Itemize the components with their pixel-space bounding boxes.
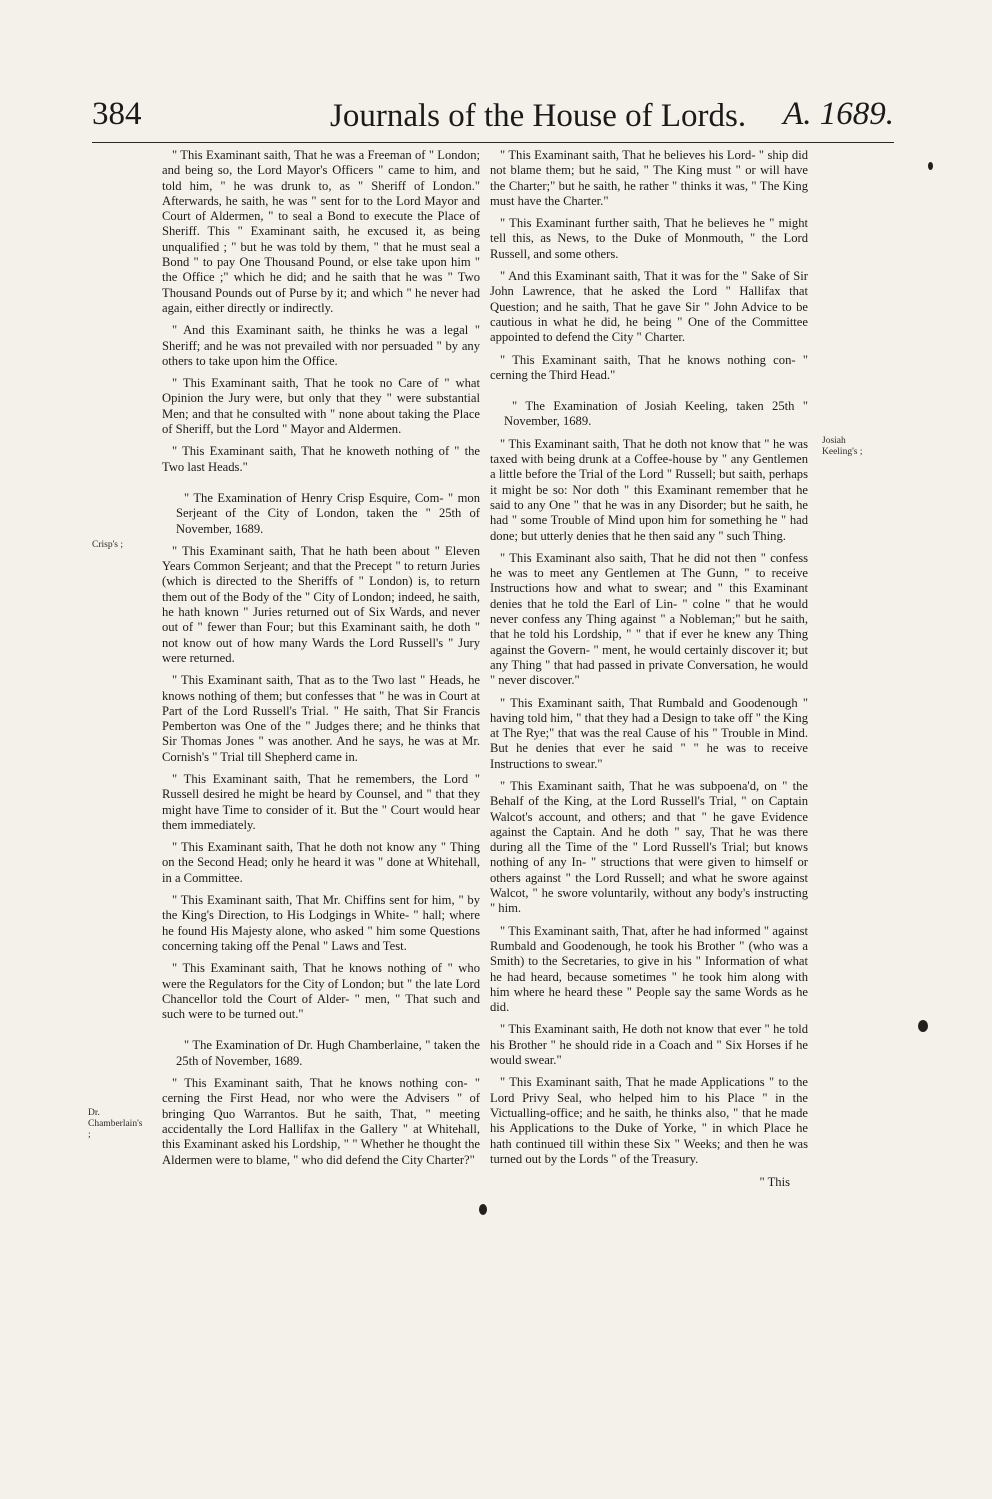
- paragraph: " This Examinant saith, That Rumbald and Goodenough " having told him, " that they had a Design to take off " the King at The Rye;" that was the real Cause of his " Trouble in Mind. But he denies that ever he said " " he was to receive Instructions to swear.": [490, 695, 808, 771]
- margin-note-chamberlain: Dr. Chamberlain's ;: [88, 1108, 143, 1140]
- right-column: [490, 148, 808, 1197]
- paragraph: " This Examinant saith, That he doth not know any " Thing on the Second Head; only he heard it was " done at Whitehall, in a Committee.: [162, 840, 480, 885]
- margin-note-keeling: Josiah Keeling's ;: [822, 436, 863, 457]
- paragraph: " This Examinant saith, That he made Applications " to the Lord Privy Seal, who helped him to his Place " in the Victualling-office; and he saith, he thinks also, " that he made his Applications to the Duke of Yorke, " in which Place he hath continued till within these Six " Weeks; and then he was turned out by the Lords " of the Treasury.: [490, 1075, 808, 1166]
- paragraph: " This Examinant saith, That as to the Two last " Heads, he knows nothing of them; but confesses that " he was in Court at Part of the Lord Russell's Trial. " He saith, That Sir Francis Pemberton was One of the " Judges there; and he thinks that Sir Thomas Jones " was another. And he says, he was at Mr. Cornish's " Trial till Shepherd came in.: [162, 673, 480, 764]
- paragraph: " This Examinant saith, That, after he had informed " against Rumbald and Goodenough, he took his Brother " (who was a Smith) to the Secretaries, to give in his " Information of what he had heard, because sometimes " he took him along with him where he heard these " People say the same Words as he did.: [490, 923, 808, 1015]
- paragraph: " And this Examinant saith, he thinks he was a legal " Sheriff; and he was not prevailed with nor persuaded " by any others to take upon him the Office.: [162, 323, 480, 368]
- paragraph: " This Examinant saith, That he believes his Lord- " ship did not blame them; but he said, " The King must " or will have the Charter;" but he saith, he rather " thinks it was, " The King must have the Charter.": [490, 148, 808, 208]
- running-year: A. 1689.: [783, 96, 894, 132]
- paragraph: " And this Examinant saith, That it was for the " Sake of Sir John Lawrence, that he asked the Lord " Hallifax that Question; and he saith, That he gave Sir " John Advice to be cautious in what he did, he being " One of the Committee appointed to defend the City " Charter.: [490, 269, 808, 345]
- paragraph: " This Examinant saith, That he remembers, the Lord " Russell desired he might be heard by Counsel, and " that they might have Time to consider of it. But the " Court would hear them immediately.: [162, 771, 480, 832]
- examination-heading: " The Examination of Henry Crisp Esquire, Com- " mon Serjeant of the City of London, taken the " 25th of November, 1689.: [176, 490, 480, 536]
- running-title: Journals of the House of Lords.: [330, 98, 747, 134]
- paragraph: " This Examinant saith, That he hath been about " Eleven Years Common Serjeant; and that the Precept " to return Juries (which is directed to the Sheriffs of " London) is, to return them out of the Body of the " City of London; indeed, he saith, he hath known " Juries returned out of Six Wards, and never out of " fewer than Four; but this Examinant saith, he doth " not know out of how many Wards the Lord Russell's " Jury were returned.: [162, 543, 480, 665]
- header-rule: [92, 142, 894, 143]
- ink-stain: [479, 1204, 487, 1215]
- margin-note-crisp: Crisp's ;: [92, 540, 124, 550]
- catchword: " This: [759, 1175, 790, 1190]
- paragraph: " This Examinant saith, That he doth not know that " he was taxed with being drunk at a Coffee-house by " any Gentlemen a little before the Trial of the Lord " Russell; but saith, perhaps it might be so: Nor doth " this Examinant remember that he said to any One " that he was in any Disorder; but he saith, he had " some Trouble of Mind upon him for something he " had done; but utterly denies that he then said any " such Thing.: [490, 436, 808, 543]
- paragraph: " This Examinant saith, That Mr. Chiffins sent for him, " by the King's Direction, to His Lodgings in White- " hall; where he found His Majesty alone, who asked " him some Questions concerning taking off the Penal " Laws and Test.: [162, 893, 480, 953]
- left-column: [162, 148, 480, 1175]
- paragraph: " This Examinant saith, That he knows nothing of " who were the Regulators for the City of London; but " the late Lord Chancellor told the Court of Alder- " men, " That such and such were to be turned out.": [162, 961, 480, 1022]
- examination-heading: " The Examination of Josiah Keeling, taken 25th " November, 1689.: [504, 399, 808, 429]
- examination-heading: " The Examination of Dr. Hugh Chamberlaine, " taken the 25th of November, 1689.: [176, 1038, 480, 1068]
- paragraph: " This Examinant saith, He doth not know that ever " he told his Brother " he should ride in a Coach and " Six Horses if he would swear.": [490, 1022, 808, 1068]
- paragraph: " This Examinant saith, That he was subpoena'd, on " the Behalf of the King, at the Lord Russell's Trial, " on Captain Walcot's account, and others; and that " he gave Evidence against the Captain. And he doth " say, That he was there during all the Time of the " Lord Russell's Trial; but knows nothing of any In- " structions that were given to himself or others against " the Lord Russell; and what he swore against Walcot, " he swore voluntarily, without any body's instructing " him.: [490, 778, 808, 916]
- paragraph: " This Examinant saith, That he knows nothing con- " cerning the Third Head.": [490, 352, 808, 382]
- ink-stain: [928, 162, 933, 170]
- paragraph: " This Examinant saith, That he took no Care of " what Opinion the Jury were, but only that they " were substantial Men; and that he consulted with " none about taking the Place of Sheriff, but the Lord " Mayor and Aldermen.: [162, 376, 480, 437]
- paragraph: " This Examinant also saith, That he did not then " confess he was to meet any Gentlemen at The Gunn, " to receive Instructions how and what to swear; and " this Examinant denies that he told the Earl of Lin- " colne " that he would never confess any Thing against " a Nobleman;" but he saith, that he told his Lordship, " " that if ever he knew any Thing against the Govern- " ment, he would certainly discover it; but any Thing " that had passed in private Conversation, he would " never discover.": [490, 550, 808, 688]
- ink-stain: [918, 1020, 928, 1032]
- paragraph: " This Examinant saith, That he knoweth nothing of " the Two last Heads.": [162, 444, 480, 474]
- paragraph: " This Examinant saith, That he was a Freeman of " London; and being so, the Lord Mayor's Officers " came to him, and told him, " he was drunk to, as " Sheriff of London." Afterwards, he saith, he was " sent for to the Lord Mayor and Court of Aldermen, " to seal a Bond to execute the Place of Sheriff. This " Examinant saith, he excused it, as being unqualified ; " but he was told by them, " that he must seal a Bond " to pay One Thousand Pound, or else take upon him " the Office ;" which he did; and he saith that he was " Two Thousand Pounds out of Purse by it; and which " he never had again, either directly or indirectly.: [162, 148, 480, 315]
- paragraph: " This Examinant saith, That he knows nothing con- " cerning the First Head, nor who were the Advisers " of bringing Quo Warrantos. But he saith, That, " meeting accidentally the Lord Hallifax in the Gallery " at Whitehall, this Examinant asked his Lordship, " " Whether he thought the Aldermen were to blame, " who did defend the City Charter?": [162, 1076, 480, 1167]
- page-number: 384: [92, 96, 142, 132]
- paragraph: " This Examinant further saith, That he believes he " might tell this, as News, to the Duke of Monmouth, " the Lord Russell, and some others.: [490, 216, 808, 261]
